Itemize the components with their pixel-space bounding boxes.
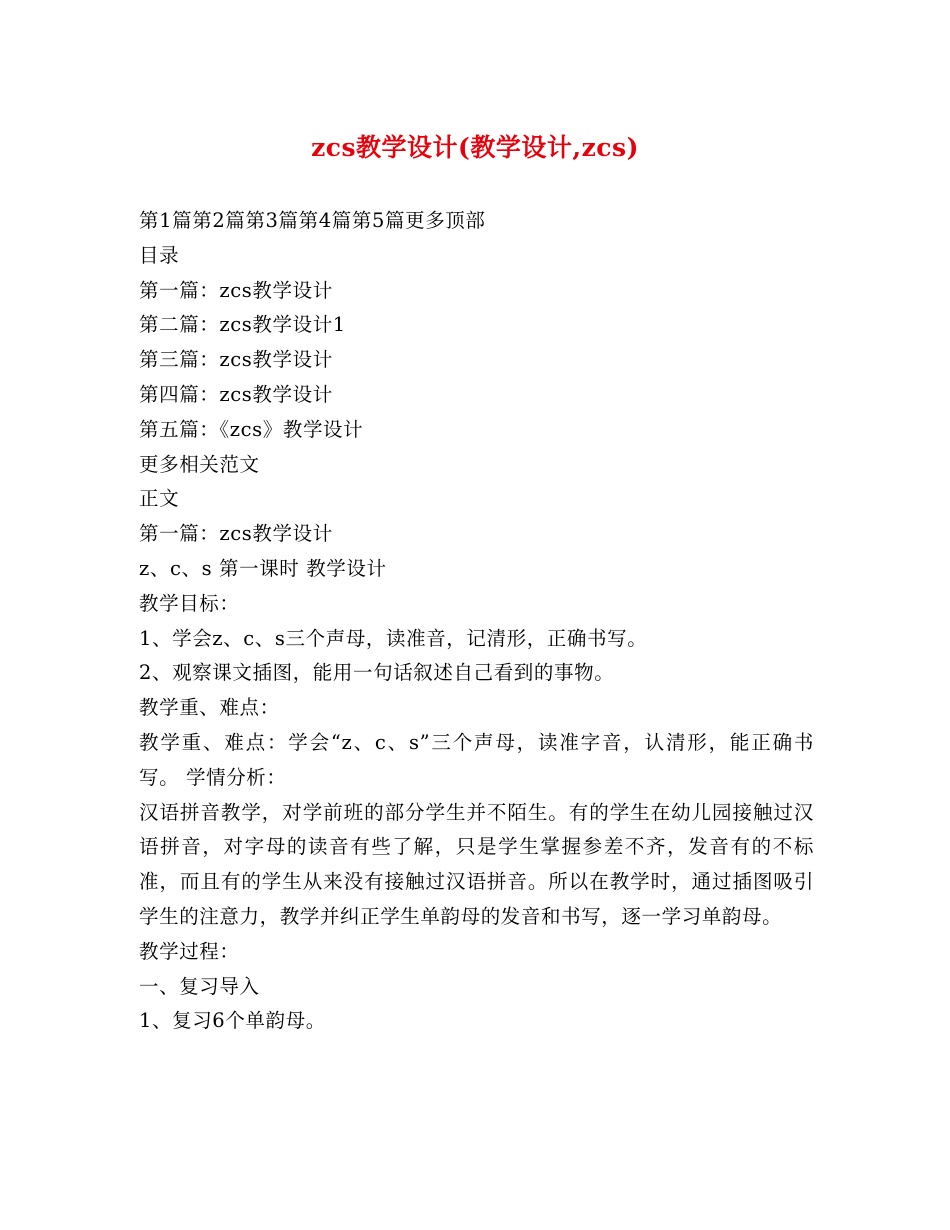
toc-item-1[interactable]: 第一篇：zcs教学设计 (139, 278, 333, 302)
process-heading: 教学过程： (139, 939, 240, 963)
key-points-paragraph: 教学重、难点：学会“z、c、s”三个声母，读准字音，认清形，能正确书写。 学情分析： (139, 730, 814, 789)
body-heading: 正文 (139, 487, 180, 511)
document-title: zcs教学设计(教学设计,zcs) (311, 133, 639, 162)
goals-heading: 教学目标： (139, 591, 240, 615)
toc-heading: 目录 (139, 243, 180, 267)
nav-link-more[interactable]: 更多 (405, 209, 446, 232)
goal-item: 1、学会z、c、s三个声母，读准音，记清形，正确书写。 (139, 626, 648, 650)
nav-link-part-2[interactable]: 第2篇 (192, 209, 246, 232)
toc-item-3[interactable]: 第三篇：zcs教学设计 (139, 348, 333, 372)
nav-link-top[interactable]: 顶部 (445, 209, 486, 232)
step-item: 1、复习6个单韵母。 (139, 1009, 326, 1033)
chapter-title: 第一篇：zcs教学设计 (139, 522, 333, 546)
nav-links (139, 204, 814, 239)
document-content (139, 204, 814, 1039)
key-points-heading: 教学重、难点： (139, 696, 280, 720)
step-heading: 一、复习导入 (139, 974, 260, 998)
nav-link-part-5[interactable]: 第5篇 (351, 209, 406, 232)
nav-link-part-4[interactable]: 第4篇 (298, 209, 352, 232)
nav-link-part-1[interactable]: 第1篇 (139, 209, 193, 232)
toc-item-more[interactable]: 更多相关范文 (139, 452, 260, 476)
analysis-paragraph: 汉语拼音教学，对学前班的部分学生并不陌生。有的学生在幼儿园接触过汉语拼音，对字母的读音有些了解，只是学生掌握参差不齐，发音有的不标准，而且有的学生从来没有接触过汉语拼音。所以在教学时，通过插图吸引学生的注意力，教学并纠正学生单韵母的发音和书写，逐一学习单韵母。 (139, 800, 814, 928)
toc-item-4[interactable]: 第四篇：zcs教学设计 (139, 382, 333, 406)
goal-item: 2、观察课文插图，能用一句话叙述自己看到的事物。 (139, 661, 615, 685)
nav-link-part-3[interactable]: 第3篇 (245, 209, 299, 232)
lesson-title: z、c、s 第一课时 教学设计 (139, 556, 387, 580)
toc-item-2[interactable]: 第二篇：zcs教学设计1 (139, 313, 346, 337)
toc-item-5[interactable]: 第五篇：《zcs》教学设计 (139, 417, 364, 441)
